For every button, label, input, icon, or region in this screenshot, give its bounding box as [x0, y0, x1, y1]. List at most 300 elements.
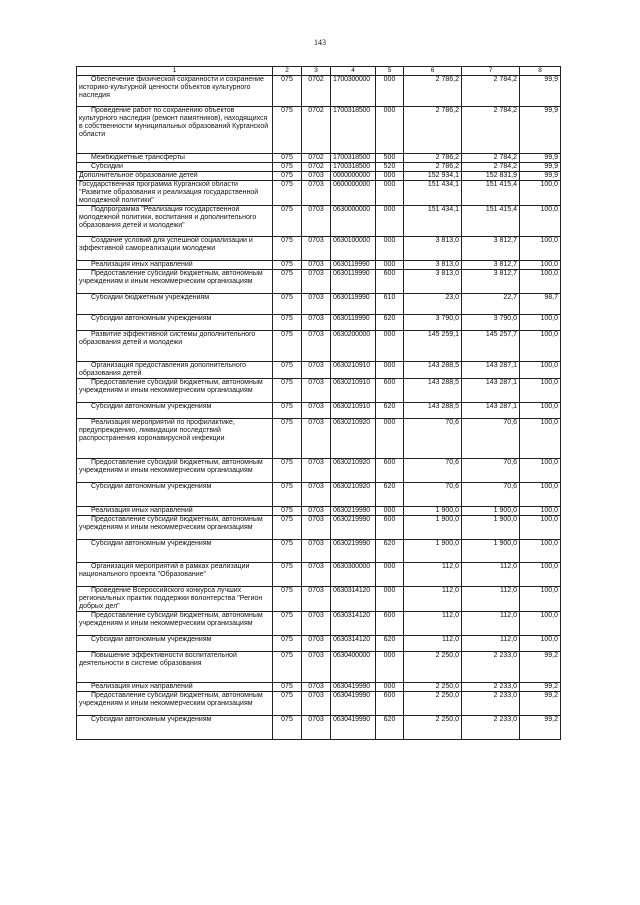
- item-name-text: Создание условий для успешной социализации и эффективной самореализации молодежи: [79, 237, 253, 252]
- execution-percent-cell: 100,0: [520, 636, 561, 652]
- column-header: 3: [302, 67, 331, 76]
- table-row: [77, 587, 561, 612]
- actual-amount-cell: 112,0: [462, 563, 520, 587]
- actual-amount-cell: 2 784,2: [462, 76, 520, 107]
- planned-amount-cell: 2 786,2: [404, 107, 462, 154]
- table-row: [77, 379, 561, 403]
- target-article-cell: 1700300000: [331, 76, 376, 107]
- expense-type-cell: 620: [376, 403, 404, 419]
- item-name-text: Субсидии автономным учреждениям: [91, 636, 212, 643]
- table-row: [77, 636, 561, 652]
- expense-type-cell: 600: [376, 692, 404, 716]
- item-name-text: Развитие эффективной системы дополнительного образования детей и молодежи: [79, 331, 256, 346]
- expense-type-cell: 600: [376, 612, 404, 636]
- table-row: [77, 172, 561, 181]
- planned-amount-cell: 143 288,5: [404, 379, 462, 403]
- execution-percent-cell: 99,2: [520, 716, 561, 740]
- expense-type-cell: 600: [376, 270, 404, 294]
- ministry-code-cell: 075: [273, 507, 302, 516]
- actual-amount-cell: 2 233,0: [462, 692, 520, 716]
- target-article-cell: 0630119990: [331, 315, 376, 331]
- expense-type-cell: 620: [376, 716, 404, 740]
- section-code-cell: 0703: [302, 362, 331, 379]
- ministry-code-cell: 075: [273, 483, 302, 507]
- item-name-cell: [77, 261, 273, 270]
- section-code-cell: 0703: [302, 206, 331, 237]
- target-article-cell: 0630100000: [331, 237, 376, 261]
- planned-amount-cell: 151 434,1: [404, 206, 462, 237]
- item-name-text: Предоставление субсидий бюджетным, автономным учреждениям и иным некоммерческим организациям: [79, 516, 263, 531]
- section-code-cell: 0703: [302, 540, 331, 563]
- table-header-row: [77, 67, 561, 76]
- execution-percent-cell: 100,0: [520, 331, 561, 362]
- section-code-cell: 0702: [302, 163, 331, 172]
- actual-amount-cell: 143 287,1: [462, 362, 520, 379]
- ministry-code-cell: 075: [273, 683, 302, 692]
- item-name-cell: [77, 206, 273, 237]
- item-name-text: Реализация иных направлений: [91, 507, 193, 514]
- planned-amount-cell: 143 288,5: [404, 362, 462, 379]
- planned-amount-cell: 152 934,1: [404, 172, 462, 181]
- actual-amount-cell: 1 900,0: [462, 507, 520, 516]
- actual-amount-cell: 112,0: [462, 587, 520, 612]
- execution-percent-cell: 100,0: [520, 516, 561, 540]
- target-article-cell: 0630000000: [331, 206, 376, 237]
- execution-percent-cell: 100,0: [520, 540, 561, 563]
- actual-amount-cell: 70,6: [462, 419, 520, 459]
- ministry-code-cell: 075: [273, 294, 302, 315]
- execution-percent-cell: 100,0: [520, 459, 561, 483]
- item-name-cell: [77, 403, 273, 419]
- expense-type-cell: 600: [376, 459, 404, 483]
- item-name-text: Повышение эффективности воспитательной деятельности в системе образования: [79, 652, 237, 667]
- expense-type-cell: 000: [376, 331, 404, 362]
- item-name-cell: [77, 270, 273, 294]
- expense-type-cell: 000: [376, 206, 404, 237]
- target-article-cell: 0630219990: [331, 540, 376, 563]
- item-name-text: Реализация мероприятий по профилактике, предупреждению, ликвидации последствий распространения коронавирусной инфекции: [79, 419, 235, 442]
- execution-percent-cell: 99,2: [520, 692, 561, 716]
- execution-percent-cell: 100,0: [520, 237, 561, 261]
- planned-amount-cell: 1 900,0: [404, 507, 462, 516]
- ministry-code-cell: 075: [273, 172, 302, 181]
- actual-amount-cell: 2 233,0: [462, 683, 520, 692]
- section-code-cell: 0703: [302, 683, 331, 692]
- table-row: [77, 362, 561, 379]
- table-row: [77, 716, 561, 740]
- item-name-text: Субсидии автономным учреждениям: [91, 315, 212, 322]
- item-name-cell: [77, 419, 273, 459]
- section-code-cell: 0703: [302, 636, 331, 652]
- item-name-text: Субсидии бюджетным учреждениям: [91, 294, 210, 301]
- item-name-cell: [77, 331, 273, 362]
- actual-amount-cell: 3 812,7: [462, 270, 520, 294]
- expense-type-cell: 000: [376, 107, 404, 154]
- ministry-code-cell: 075: [273, 315, 302, 331]
- section-code-cell: 0703: [302, 237, 331, 261]
- target-article-cell: 1700318500: [331, 163, 376, 172]
- table-row: [77, 206, 561, 237]
- planned-amount-cell: 2 250,0: [404, 692, 462, 716]
- section-code-cell: 0703: [302, 261, 331, 270]
- ministry-code-cell: 075: [273, 107, 302, 154]
- ministry-code-cell: 075: [273, 587, 302, 612]
- ministry-code-cell: 075: [273, 362, 302, 379]
- section-code-cell: 0703: [302, 507, 331, 516]
- item-name-cell: [77, 107, 273, 154]
- actual-amount-cell: 3 790,0: [462, 315, 520, 331]
- target-article-cell: 0630210920: [331, 483, 376, 507]
- item-name-cell: [77, 237, 273, 261]
- table-row: [77, 181, 561, 206]
- target-article-cell: 0630314120: [331, 636, 376, 652]
- ministry-code-cell: 075: [273, 419, 302, 459]
- section-code-cell: 0703: [302, 331, 331, 362]
- execution-percent-cell: 99,2: [520, 652, 561, 683]
- ministry-code-cell: 075: [273, 612, 302, 636]
- ministry-code-cell: 075: [273, 716, 302, 740]
- ministry-code-cell: 075: [273, 516, 302, 540]
- item-name-cell: [77, 154, 273, 163]
- item-name-text: Субсидии автономным учреждениям: [91, 540, 212, 547]
- section-code-cell: 0703: [302, 270, 331, 294]
- planned-amount-cell: 23,0: [404, 294, 462, 315]
- planned-amount-cell: 70,6: [404, 419, 462, 459]
- item-name-cell: [77, 294, 273, 315]
- section-code-cell: 0703: [302, 403, 331, 419]
- item-name-cell: [77, 315, 273, 331]
- item-name-text: Дополнительное образование детей: [79, 172, 198, 179]
- execution-percent-cell: 100,0: [520, 587, 561, 612]
- item-name-cell: [77, 163, 273, 172]
- actual-amount-cell: 1 900,0: [462, 540, 520, 563]
- ministry-code-cell: 075: [273, 692, 302, 716]
- ministry-code-cell: 075: [273, 563, 302, 587]
- item-name-cell: [77, 379, 273, 403]
- target-article-cell: 0630300000: [331, 563, 376, 587]
- actual-amount-cell: 151 415,4: [462, 206, 520, 237]
- execution-percent-cell: 100,0: [520, 206, 561, 237]
- expense-type-cell: 000: [376, 76, 404, 107]
- actual-amount-cell: 143 287,1: [462, 379, 520, 403]
- expense-type-cell: 000: [376, 237, 404, 261]
- section-code-cell: 0703: [302, 379, 331, 403]
- target-article-cell: 0630119990: [331, 294, 376, 315]
- target-article-cell: 0630210910: [331, 362, 376, 379]
- table-row: [77, 419, 561, 459]
- planned-amount-cell: 1 900,0: [404, 540, 462, 563]
- table-row: [77, 76, 561, 107]
- item-name-cell: [77, 563, 273, 587]
- planned-amount-cell: 3 790,0: [404, 315, 462, 331]
- section-code-cell: 0703: [302, 516, 331, 540]
- actual-amount-cell: 70,6: [462, 483, 520, 507]
- section-code-cell: 0703: [302, 315, 331, 331]
- expense-type-cell: 000: [376, 507, 404, 516]
- table-row: [77, 652, 561, 683]
- actual-amount-cell: 1 900,0: [462, 516, 520, 540]
- actual-amount-cell: 2 784,2: [462, 107, 520, 154]
- target-article-cell: 0000000000: [331, 172, 376, 181]
- ministry-code-cell: 075: [273, 261, 302, 270]
- table-row: [77, 270, 561, 294]
- target-article-cell: 0630400000: [331, 652, 376, 683]
- item-name-text: Предоставление субсидий бюджетным, автономным учреждениям и иным некоммерческим организациям: [79, 692, 263, 707]
- execution-percent-cell: 99,9: [520, 107, 561, 154]
- ministry-code-cell: 075: [273, 237, 302, 261]
- execution-percent-cell: 99,9: [520, 163, 561, 172]
- target-article-cell: 0630210920: [331, 459, 376, 483]
- ministry-code-cell: 075: [273, 206, 302, 237]
- item-name-text: Предоставление субсидий бюджетным, автономным учреждениям и иным некоммерческим организациям: [79, 612, 263, 627]
- expense-type-cell: 600: [376, 379, 404, 403]
- section-code-cell: 0703: [302, 652, 331, 683]
- budget-table: [76, 66, 561, 740]
- table-row: [77, 483, 561, 507]
- expense-type-cell: 500: [376, 154, 404, 163]
- item-name-cell: [77, 636, 273, 652]
- execution-percent-cell: 100,0: [520, 362, 561, 379]
- execution-percent-cell: 100,0: [520, 270, 561, 294]
- section-code-cell: 0702: [302, 154, 331, 163]
- execution-percent-cell: 99,9: [520, 172, 561, 181]
- target-article-cell: 0630419990: [331, 692, 376, 716]
- actual-amount-cell: 3 812,7: [462, 237, 520, 261]
- item-name-cell: [77, 692, 273, 716]
- section-code-cell: 0703: [302, 483, 331, 507]
- item-name-cell: [77, 587, 273, 612]
- target-article-cell: 0630210910: [331, 379, 376, 403]
- column-header: 4: [331, 67, 376, 76]
- expense-type-cell: 000: [376, 261, 404, 270]
- planned-amount-cell: 112,0: [404, 612, 462, 636]
- section-code-cell: 0703: [302, 692, 331, 716]
- actual-amount-cell: 2 233,0: [462, 652, 520, 683]
- planned-amount-cell: 143 288,5: [404, 403, 462, 419]
- item-name-text: Реализация иных направлений: [91, 683, 193, 690]
- actual-amount-cell: 2 784,2: [462, 154, 520, 163]
- planned-amount-cell: 2 250,0: [404, 716, 462, 740]
- actual-amount-cell: 112,0: [462, 612, 520, 636]
- column-header: 2: [273, 67, 302, 76]
- item-name-cell: [77, 181, 273, 206]
- section-code-cell: 0703: [302, 419, 331, 459]
- actual-amount-cell: 70,6: [462, 459, 520, 483]
- actual-amount-cell: 112,0: [462, 636, 520, 652]
- item-name-text: Организация мероприятий в рамках реализации национального проекта "Образование": [79, 563, 250, 578]
- item-name-cell: [77, 507, 273, 516]
- item-name-text: Субсидии: [91, 163, 123, 170]
- section-code-cell: 0703: [302, 172, 331, 181]
- execution-percent-cell: 100,0: [520, 612, 561, 636]
- item-name-text: Реализация иных направлений: [91, 261, 193, 268]
- ministry-code-cell: 075: [273, 540, 302, 563]
- planned-amount-cell: 145 259,1: [404, 331, 462, 362]
- expense-type-cell: 600: [376, 516, 404, 540]
- expense-type-cell: 620: [376, 315, 404, 331]
- table-row: [77, 294, 561, 315]
- target-article-cell: 0630219990: [331, 507, 376, 516]
- section-code-cell: 0702: [302, 107, 331, 154]
- ministry-code-cell: 075: [273, 403, 302, 419]
- planned-amount-cell: 3 813,0: [404, 237, 462, 261]
- table-row: [77, 261, 561, 270]
- column-header: 7: [462, 67, 520, 76]
- item-name-cell: [77, 483, 273, 507]
- actual-amount-cell: 2 784,2: [462, 163, 520, 172]
- section-code-cell: 0703: [302, 563, 331, 587]
- column-header: 1: [77, 67, 273, 76]
- item-name-cell: [77, 716, 273, 740]
- ministry-code-cell: 075: [273, 459, 302, 483]
- table-row: [77, 507, 561, 516]
- planned-amount-cell: 112,0: [404, 587, 462, 612]
- expense-type-cell: 000: [376, 587, 404, 612]
- planned-amount-cell: 2 786,2: [404, 163, 462, 172]
- table-row: [77, 315, 561, 331]
- table-row: [77, 459, 561, 483]
- table-row: [77, 237, 561, 261]
- target-article-cell: 1700318500: [331, 154, 376, 163]
- section-code-cell: 0703: [302, 459, 331, 483]
- expense-type-cell: 620: [376, 636, 404, 652]
- planned-amount-cell: 112,0: [404, 563, 462, 587]
- execution-percent-cell: 98,7: [520, 294, 561, 315]
- section-code-cell: 0702: [302, 76, 331, 107]
- execution-percent-cell: 100,0: [520, 419, 561, 459]
- execution-percent-cell: 100,0: [520, 507, 561, 516]
- ministry-code-cell: 075: [273, 270, 302, 294]
- expense-type-cell: 520: [376, 163, 404, 172]
- planned-amount-cell: 2 250,0: [404, 652, 462, 683]
- expense-type-cell: 000: [376, 181, 404, 206]
- expense-type-cell: 000: [376, 362, 404, 379]
- planned-amount-cell: 70,6: [404, 459, 462, 483]
- expense-type-cell: 610: [376, 294, 404, 315]
- expense-type-cell: 000: [376, 683, 404, 692]
- execution-percent-cell: 100,0: [520, 261, 561, 270]
- ministry-code-cell: 075: [273, 154, 302, 163]
- table-row: [77, 331, 561, 362]
- execution-percent-cell: 100,0: [520, 315, 561, 331]
- item-name-cell: [77, 652, 273, 683]
- target-article-cell: 0630419990: [331, 683, 376, 692]
- table-row: [77, 163, 561, 172]
- actual-amount-cell: 3 812,7: [462, 261, 520, 270]
- target-article-cell: 0600000000: [331, 181, 376, 206]
- section-code-cell: 0703: [302, 294, 331, 315]
- item-name-text: Субсидии автономным учреждениям: [91, 716, 212, 723]
- page-number: 143: [314, 38, 326, 47]
- target-article-cell: 0630419990: [331, 716, 376, 740]
- planned-amount-cell: 3 813,0: [404, 261, 462, 270]
- item-name-text: Обеспечение физической сохранности и сохранение историко-культурной ценности объектов культурного наследия: [79, 76, 264, 99]
- expense-type-cell: 000: [376, 419, 404, 459]
- item-name-text: Предоставление субсидий бюджетным, автономным учреждениям и иным некоммерческим организациям: [79, 459, 263, 474]
- target-article-cell: 0630210910: [331, 403, 376, 419]
- target-article-cell: 0630314120: [331, 587, 376, 612]
- planned-amount-cell: 3 813,0: [404, 270, 462, 294]
- item-name-text: Межбюджетные трансферты: [91, 154, 185, 161]
- target-article-cell: 0630314120: [331, 612, 376, 636]
- actual-amount-cell: 22,7: [462, 294, 520, 315]
- target-article-cell: 0630219990: [331, 516, 376, 540]
- target-article-cell: 0630119990: [331, 270, 376, 294]
- section-code-cell: 0703: [302, 612, 331, 636]
- expense-type-cell: 000: [376, 172, 404, 181]
- execution-percent-cell: 100,0: [520, 379, 561, 403]
- actual-amount-cell: 145 257,7: [462, 331, 520, 362]
- execution-percent-cell: 100,0: [520, 483, 561, 507]
- item-name-text: Государственная программа Курганской области "Развитие образования и реализация государственной молодежной политики": [79, 181, 259, 204]
- item-name-cell: [77, 540, 273, 563]
- ministry-code-cell: 075: [273, 76, 302, 107]
- item-name-cell: [77, 683, 273, 692]
- planned-amount-cell: 112,0: [404, 636, 462, 652]
- execution-percent-cell: 99,9: [520, 76, 561, 107]
- expense-type-cell: 000: [376, 652, 404, 683]
- item-name-cell: [77, 76, 273, 107]
- ministry-code-cell: 075: [273, 331, 302, 362]
- ministry-code-cell: 075: [273, 379, 302, 403]
- execution-percent-cell: 99,2: [520, 683, 561, 692]
- item-name-text: Проведение Всероссийского конкурса лучших региональных практик поддержки волонтерства "Регион добрых дел": [79, 587, 263, 610]
- table-row: [77, 107, 561, 154]
- expense-type-cell: 620: [376, 483, 404, 507]
- item-name-text: Подпрограмма "Реализация государственной молодежной политики, воспитания и дополнительного образования детей и молодежи": [79, 206, 257, 229]
- column-header: 6: [404, 67, 462, 76]
- planned-amount-cell: 1 900,0: [404, 516, 462, 540]
- item-name-text: Организация предоставления дополнительного образования детей: [79, 362, 247, 377]
- table-row: [77, 516, 561, 540]
- table-row: [77, 540, 561, 563]
- planned-amount-cell: 2 250,0: [404, 683, 462, 692]
- target-article-cell: 0630119990: [331, 261, 376, 270]
- item-name-text: Субсидии автономным учреждениям: [91, 403, 212, 410]
- target-article-cell: 0630210920: [331, 419, 376, 459]
- section-code-cell: 0703: [302, 587, 331, 612]
- ministry-code-cell: 075: [273, 652, 302, 683]
- ministry-code-cell: 075: [273, 163, 302, 172]
- target-article-cell: 1700318500: [331, 107, 376, 154]
- table-row: [77, 563, 561, 587]
- item-name-text: Проведение работ по сохранению объектов культурного наследия (ремонт памятников), находящихся в собственности муниципальных образований Курганской области: [79, 107, 269, 138]
- table-row: [77, 612, 561, 636]
- target-article-cell: 0630200000: [331, 331, 376, 362]
- table-row: [77, 683, 561, 692]
- item-name-text: Предоставление субсидий бюджетным, автономным учреждениям и иным некоммерческим организациям: [79, 379, 263, 394]
- actual-amount-cell: 151 415,4: [462, 181, 520, 206]
- section-code-cell: 0703: [302, 181, 331, 206]
- execution-percent-cell: 100,0: [520, 563, 561, 587]
- planned-amount-cell: 151 434,1: [404, 181, 462, 206]
- actual-amount-cell: 152 831,9: [462, 172, 520, 181]
- expense-type-cell: 620: [376, 540, 404, 563]
- execution-percent-cell: 100,0: [520, 403, 561, 419]
- execution-percent-cell: 99,9: [520, 154, 561, 163]
- table-row: [77, 692, 561, 716]
- column-header: 8: [520, 67, 561, 76]
- item-name-cell: [77, 459, 273, 483]
- planned-amount-cell: 2 786,2: [404, 154, 462, 163]
- item-name-cell: [77, 612, 273, 636]
- item-name-text: Предоставление субсидий бюджетным, автономным учреждениям и иным некоммерческим организациям: [79, 270, 263, 285]
- actual-amount-cell: 2 233,0: [462, 716, 520, 740]
- column-header: 5: [376, 67, 404, 76]
- execution-percent-cell: 100,0: [520, 181, 561, 206]
- planned-amount-cell: 2 786,2: [404, 76, 462, 107]
- section-code-cell: 0703: [302, 716, 331, 740]
